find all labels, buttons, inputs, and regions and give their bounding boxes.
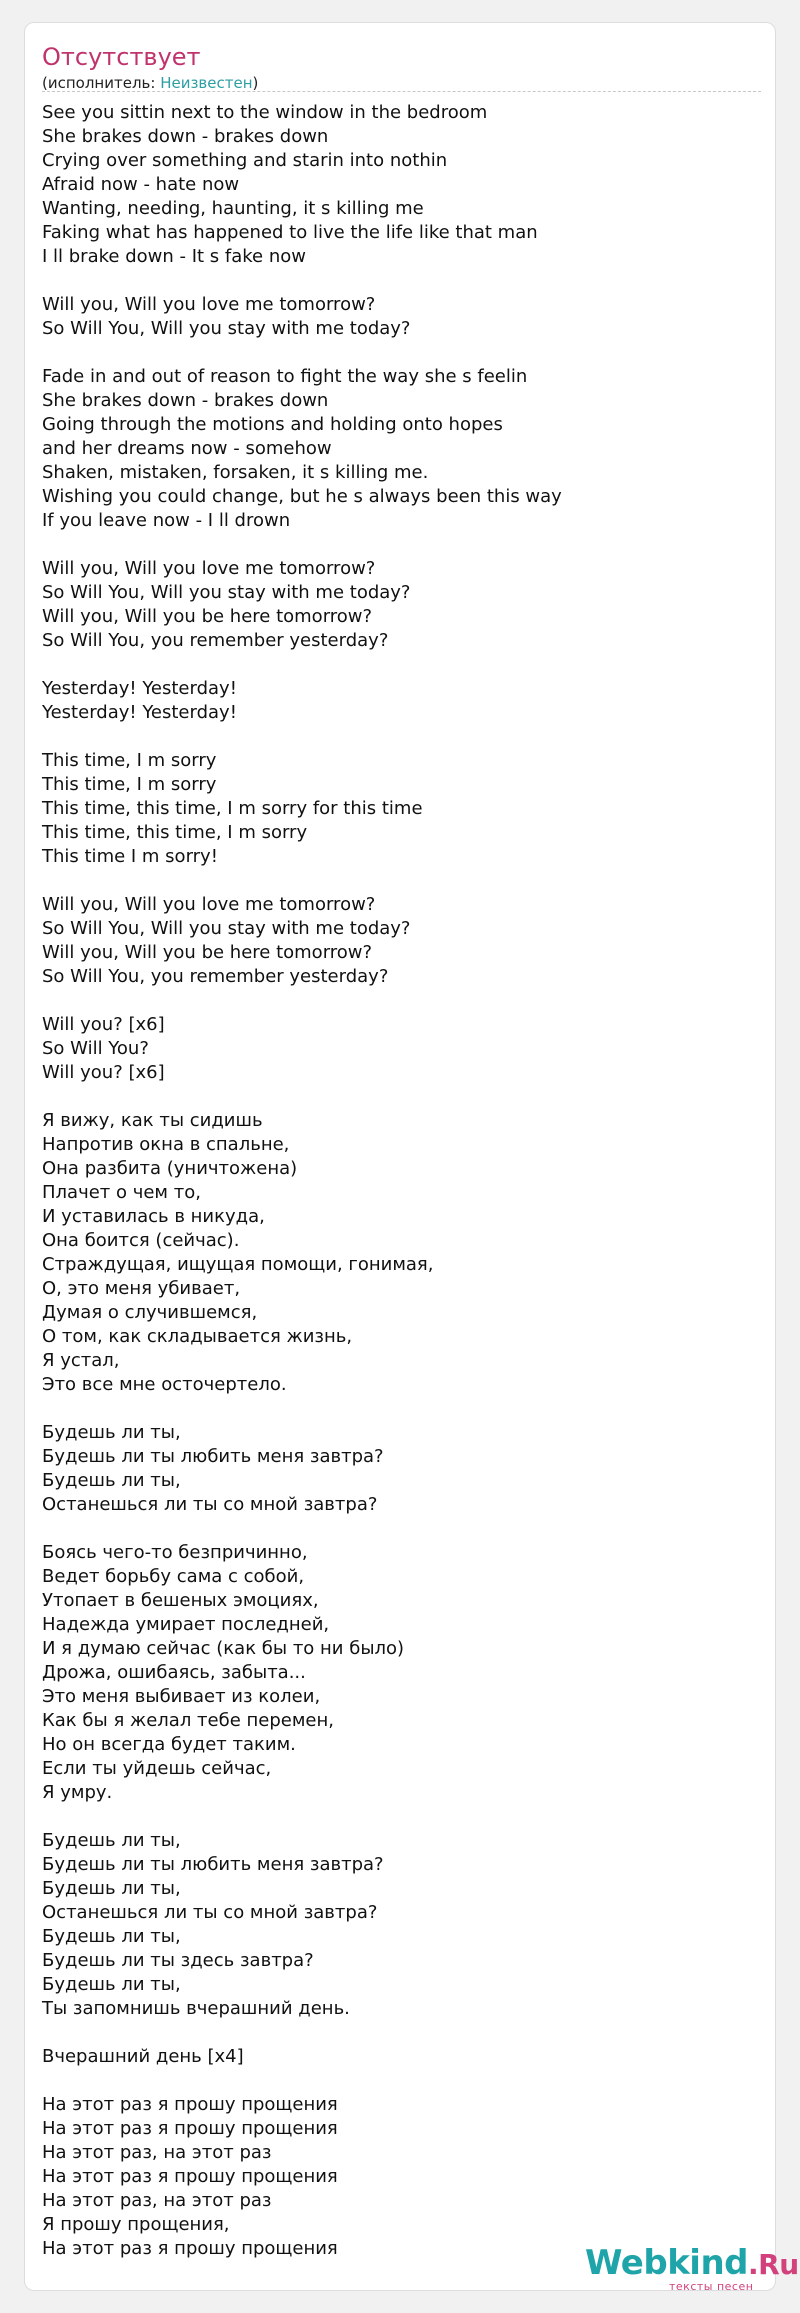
lyric-line: Она разбита (уничтожена) bbox=[42, 1158, 298, 1179]
lyric-line: This time, this time, I m sorry for this time bbox=[42, 798, 423, 819]
lyric-line: So Will You, you remember yesterday? bbox=[42, 630, 389, 651]
lyric-line: Будешь ли ты, bbox=[42, 1830, 181, 1851]
lyric-line: Будешь ли ты, bbox=[42, 1470, 181, 1491]
lyric-line: This time, I m sorry bbox=[42, 750, 217, 771]
lyric-line: Crying over something and starin into nothin bbox=[42, 150, 448, 171]
lyric-line: Думая о случившемся, bbox=[42, 1302, 258, 1323]
lyric-line: This time, I m sorry bbox=[42, 774, 217, 795]
lyric-line: Will you? [x6] bbox=[42, 1014, 165, 1035]
lyric-line: If you leave now - I ll drown bbox=[42, 510, 291, 531]
lyric-line: So Will You, you remember yesterday? bbox=[42, 966, 389, 987]
song-title: Отсутствует bbox=[42, 43, 201, 71]
lyric-line: Fade in and out of reason to fight the way she s feelin bbox=[42, 366, 528, 387]
lyrics-text bbox=[42, 101, 762, 2261]
lyric-line: Плачет о чем то, bbox=[42, 1182, 201, 1203]
lyric-line: Это все мне осточертело. bbox=[42, 1374, 287, 1395]
lyric-line: Ведет борьбу сама с собой, bbox=[42, 1566, 305, 1587]
lyric-line: Yesterday! Yesterday! bbox=[42, 702, 237, 723]
artist-line bbox=[42, 73, 258, 93]
lyric-line: Будешь ли ты здесь завтра? bbox=[42, 1950, 314, 1971]
lyric-line: Wishing you could change, but he s always been this way bbox=[42, 486, 562, 507]
lyric-line: Я устал, bbox=[42, 1350, 120, 1371]
lyric-line: Вчерашний день [x4] bbox=[42, 2046, 244, 2067]
logo-tld: .Ru bbox=[748, 2248, 799, 2281]
lyric-line: Напротив окна в спальне, bbox=[42, 1134, 290, 1155]
lyric-line: Боясь чего-то безпричинно, bbox=[42, 1542, 308, 1563]
lyric-line: Надежда умирает последней, bbox=[42, 1614, 330, 1635]
lyric-line: So Will You? bbox=[42, 1038, 149, 1059]
lyric-line: Останешься ли ты со мной завтра? bbox=[42, 1494, 378, 1515]
lyric-line: She brakes down - brakes down bbox=[42, 390, 329, 411]
lyric-line: О, это меня убивает, bbox=[42, 1278, 241, 1299]
lyric-line: Faking what has happened to live the life like that man bbox=[42, 222, 538, 243]
lyric-line: So Will You, Will you stay with me today? bbox=[42, 318, 411, 339]
lyric-line: Going through the motions and holding onto hopes bbox=[42, 414, 503, 435]
lyric-line: Will you, Will you love me tomorrow? bbox=[42, 558, 376, 579]
lyric-line: She brakes down - brakes down bbox=[42, 126, 329, 147]
lyric-line: Будешь ли ты любить меня завтра? bbox=[42, 1446, 384, 1467]
lyric-line: На этот раз я прошу прощения bbox=[42, 2118, 338, 2139]
lyric-line: Она боится (сейчас). bbox=[42, 1230, 240, 1251]
lyric-line: Будешь ли ты, bbox=[42, 1974, 181, 1995]
logo-wordmark bbox=[585, 2243, 799, 2285]
lyric-line: Wanting, needing, haunting, it s killing me bbox=[42, 198, 424, 219]
lyric-line: Будешь ли ты любить меня завтра? bbox=[42, 1854, 384, 1875]
lyric-line: Дрожа, ошибаясь, забыта... bbox=[42, 1662, 306, 1683]
logo-main: Webkind bbox=[585, 2243, 748, 2283]
lyric-line: Ты запомнишь вчерашний день. bbox=[42, 1998, 350, 2019]
lyrics-card bbox=[24, 22, 799, 2293]
lyric-line: I ll brake down - It s fake now bbox=[42, 246, 306, 267]
lyric-line: Если ты уйдешь сейчас, bbox=[42, 1758, 272, 1779]
logo-tagline: тексты песен bbox=[669, 2280, 754, 2293]
lyric-line: See you sittin next to the window in the bedroom bbox=[42, 102, 488, 123]
lyric-line: Afraid now - hate now bbox=[42, 174, 240, 195]
lyric-line: На этот раз я прошу прощения bbox=[42, 2238, 338, 2259]
lyric-line: Я прошу прощения, bbox=[42, 2214, 230, 2235]
lyric-line: На этот раз я прошу прощения bbox=[42, 2166, 338, 2187]
lyric-line: So Will You, Will you stay with me today? bbox=[42, 918, 411, 939]
lyric-line: Останешься ли ты со мной завтра? bbox=[42, 1902, 378, 1923]
lyric-line: Will you, Will you be here tomorrow? bbox=[42, 942, 373, 963]
lyric-line: Will you? [x6] bbox=[42, 1062, 165, 1083]
title-divider bbox=[42, 91, 761, 92]
lyric-line: and her dreams now - somehow bbox=[42, 438, 332, 459]
lyric-line: Will you, Will you love me tomorrow? bbox=[42, 894, 376, 915]
artist-link[interactable]: Неизвестен bbox=[160, 74, 253, 92]
lyric-line: На этот раз, на этот раз bbox=[42, 2142, 272, 2163]
lyric-line: Страждущая, ищущая помощи, гонимая, bbox=[42, 1254, 434, 1275]
lyric-line: И я думаю сейчас (как бы то ни было) bbox=[42, 1638, 405, 1659]
lyric-line: Будешь ли ты, bbox=[42, 1926, 181, 1947]
lyric-line: Будешь ли ты, bbox=[42, 1422, 181, 1443]
lyric-line: This time, this time, I m sorry bbox=[42, 822, 308, 843]
lyric-line: Will you, Will you be here tomorrow? bbox=[42, 606, 373, 627]
lyric-line: So Will You, Will you stay with me today? bbox=[42, 582, 411, 603]
lyric-line: Я умру. bbox=[42, 1782, 113, 1803]
lyric-line: И уставилась в никуда, bbox=[42, 1206, 265, 1227]
lyric-line: На этот раз, на этот раз bbox=[42, 2190, 272, 2211]
lyric-line: This time I m sorry! bbox=[42, 846, 218, 867]
site-logo[interactable] bbox=[585, 2243, 799, 2293]
lyric-line: Will you, Will you love me tomorrow? bbox=[42, 294, 376, 315]
lyric-line: Это меня выбивает из колеи, bbox=[42, 1686, 321, 1707]
lyric-line: Будешь ли ты, bbox=[42, 1878, 181, 1899]
artist-prefix: (исполнитель: bbox=[42, 74, 161, 92]
lyric-line: Утопает в бешеных эмоциях, bbox=[42, 1590, 319, 1611]
lyric-line: О том, как складывается жизнь, bbox=[42, 1326, 353, 1347]
lyric-line: Как бы я желал тебе перемен, bbox=[42, 1710, 334, 1731]
artist-suffix: ) bbox=[252, 74, 259, 92]
lyric-line: Я вижу, как ты сидишь bbox=[42, 1110, 263, 1131]
lyric-line: На этот раз я прошу прощения bbox=[42, 2094, 338, 2115]
lyric-line: Но он всегда будет таким. bbox=[42, 1734, 296, 1755]
lyric-line: Shaken, mistaken, forsaken, it s killing me. bbox=[42, 462, 429, 483]
lyric-line: Yesterday! Yesterday! bbox=[42, 678, 237, 699]
